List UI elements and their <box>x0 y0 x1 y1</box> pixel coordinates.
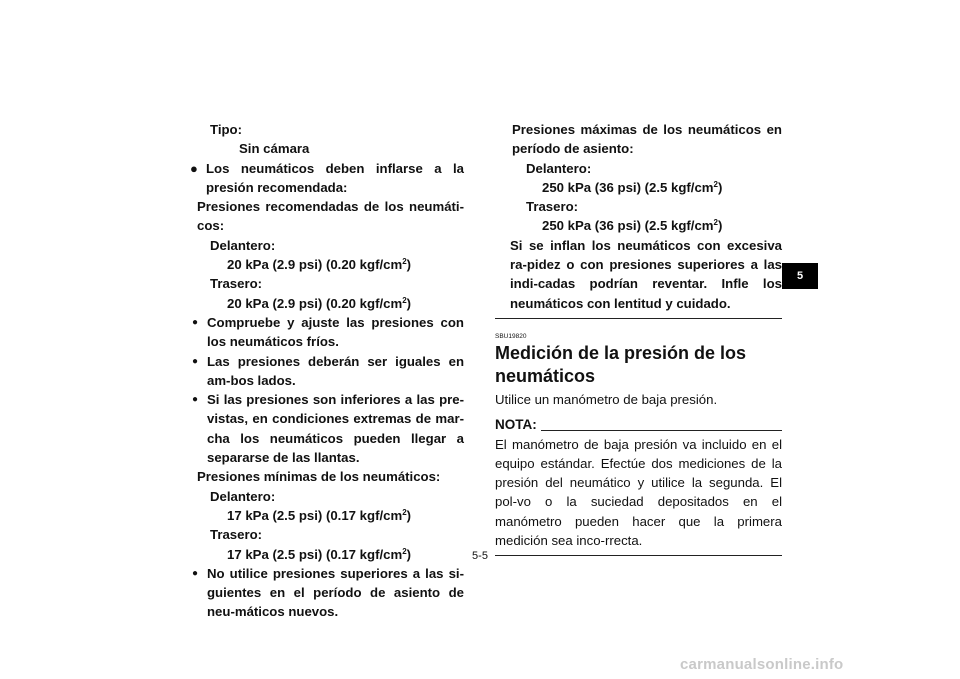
page-number: 5-5 <box>472 550 488 562</box>
watermark: carmanualsonline.info <box>680 656 844 673</box>
section-code: SBU19820 <box>495 332 527 340</box>
chapter-tab: 5 <box>782 263 818 289</box>
dot-icon: ● <box>192 316 199 328</box>
recommended-heading: Presiones recomendadas de los neumáti-cos: <box>197 199 464 234</box>
equal-note: ● Las presiones deberán ser iguales en am-bos lados. <box>192 353 464 388</box>
low-pressure-note: ● Si las presiones son inferiores a las pre-vistas, en condiciones extremas de mar-cha los neumáticos pueden llegar a separarse de las llantas. <box>192 392 464 466</box>
dot-icon: ● <box>192 567 199 579</box>
front-value: 20 kPa (2.9 psi) (0.20 kgf/$cm^2$) <box>227 257 412 273</box>
section-title: Medición de la presión de los neumáticos <box>495 342 747 386</box>
break-in-note: ● No utilice presiones superiores a las si-guientes en el período de asiento de neu-máticos nuevos. <box>192 565 464 620</box>
max-front-value: 250 kPa (36 psi) (2.5 kgf/$cm^2$) <box>542 179 723 195</box>
intro-text: Utilice un manómetro de baja presión. <box>495 391 718 407</box>
dot-icon: ● <box>192 394 199 406</box>
left-column <box>192 120 464 622</box>
nota-line <box>541 430 782 431</box>
warning-divider <box>495 318 782 319</box>
max-rear-label: Trasero: <box>526 199 579 215</box>
min-rear-label: Trasero: <box>210 527 263 543</box>
max-heading: Presiones máximas de los neumáticos en período de asiento: <box>512 122 782 157</box>
front-label: Delantero: <box>210 237 276 253</box>
nota-divider <box>495 555 782 556</box>
min-heading: Presiones mínimas de los neumáticos: <box>197 469 441 485</box>
tipo-value: Sin cámara <box>239 141 310 157</box>
max-front-label: Delantero: <box>526 160 592 176</box>
rear-value: 20 kPa (2.9 psi) (0.20 kgf/$cm^2$) <box>227 295 412 311</box>
right-column <box>495 120 782 556</box>
nota-label: NOTA: <box>495 417 537 433</box>
tipo-label: Tipo: <box>210 122 242 137</box>
rear-label: Trasero: <box>210 276 263 292</box>
max-rear-value: 250 kPa (36 psi) (2.5 kgf/$cm^2$) <box>542 218 723 234</box>
min-front-label: Delantero: <box>210 488 276 504</box>
nota-text: El manómetro de baja presión va incluido en el equipo estándar. Efectúe dos mediciones de la presión del neumático y utilice la segunda. El pol-vo o la suciedad depositados en el manómetro pueden hacer que la primera medición sea inco-rrecta. <box>495 436 782 549</box>
min-front-value: 17 kPa (2.5 psi) (0.17 kgf/$cm^2$) <box>227 507 412 523</box>
bullet-recommended: ● Los neumáticos deben inflarse a la presión recomendada: <box>190 160 464 195</box>
min-rear-value: 17 kPa (2.5 psi) (0.17 kgf/$cm^2$) <box>227 546 412 562</box>
nota-header <box>495 415 782 434</box>
bullet-icon: ● <box>190 160 198 176</box>
check-note: ● Compruebe y ajuste las presiones con los neumáticos fríos. <box>192 314 464 350</box>
dot-icon: ● <box>192 355 199 367</box>
warning-text: Si se inflan los neumáticos con excesiva ra-pidez o con presiones superiores a las indi-cadas podrían reventar. Infle los neumáticos con lentitud y cuidado. <box>510 237 782 311</box>
